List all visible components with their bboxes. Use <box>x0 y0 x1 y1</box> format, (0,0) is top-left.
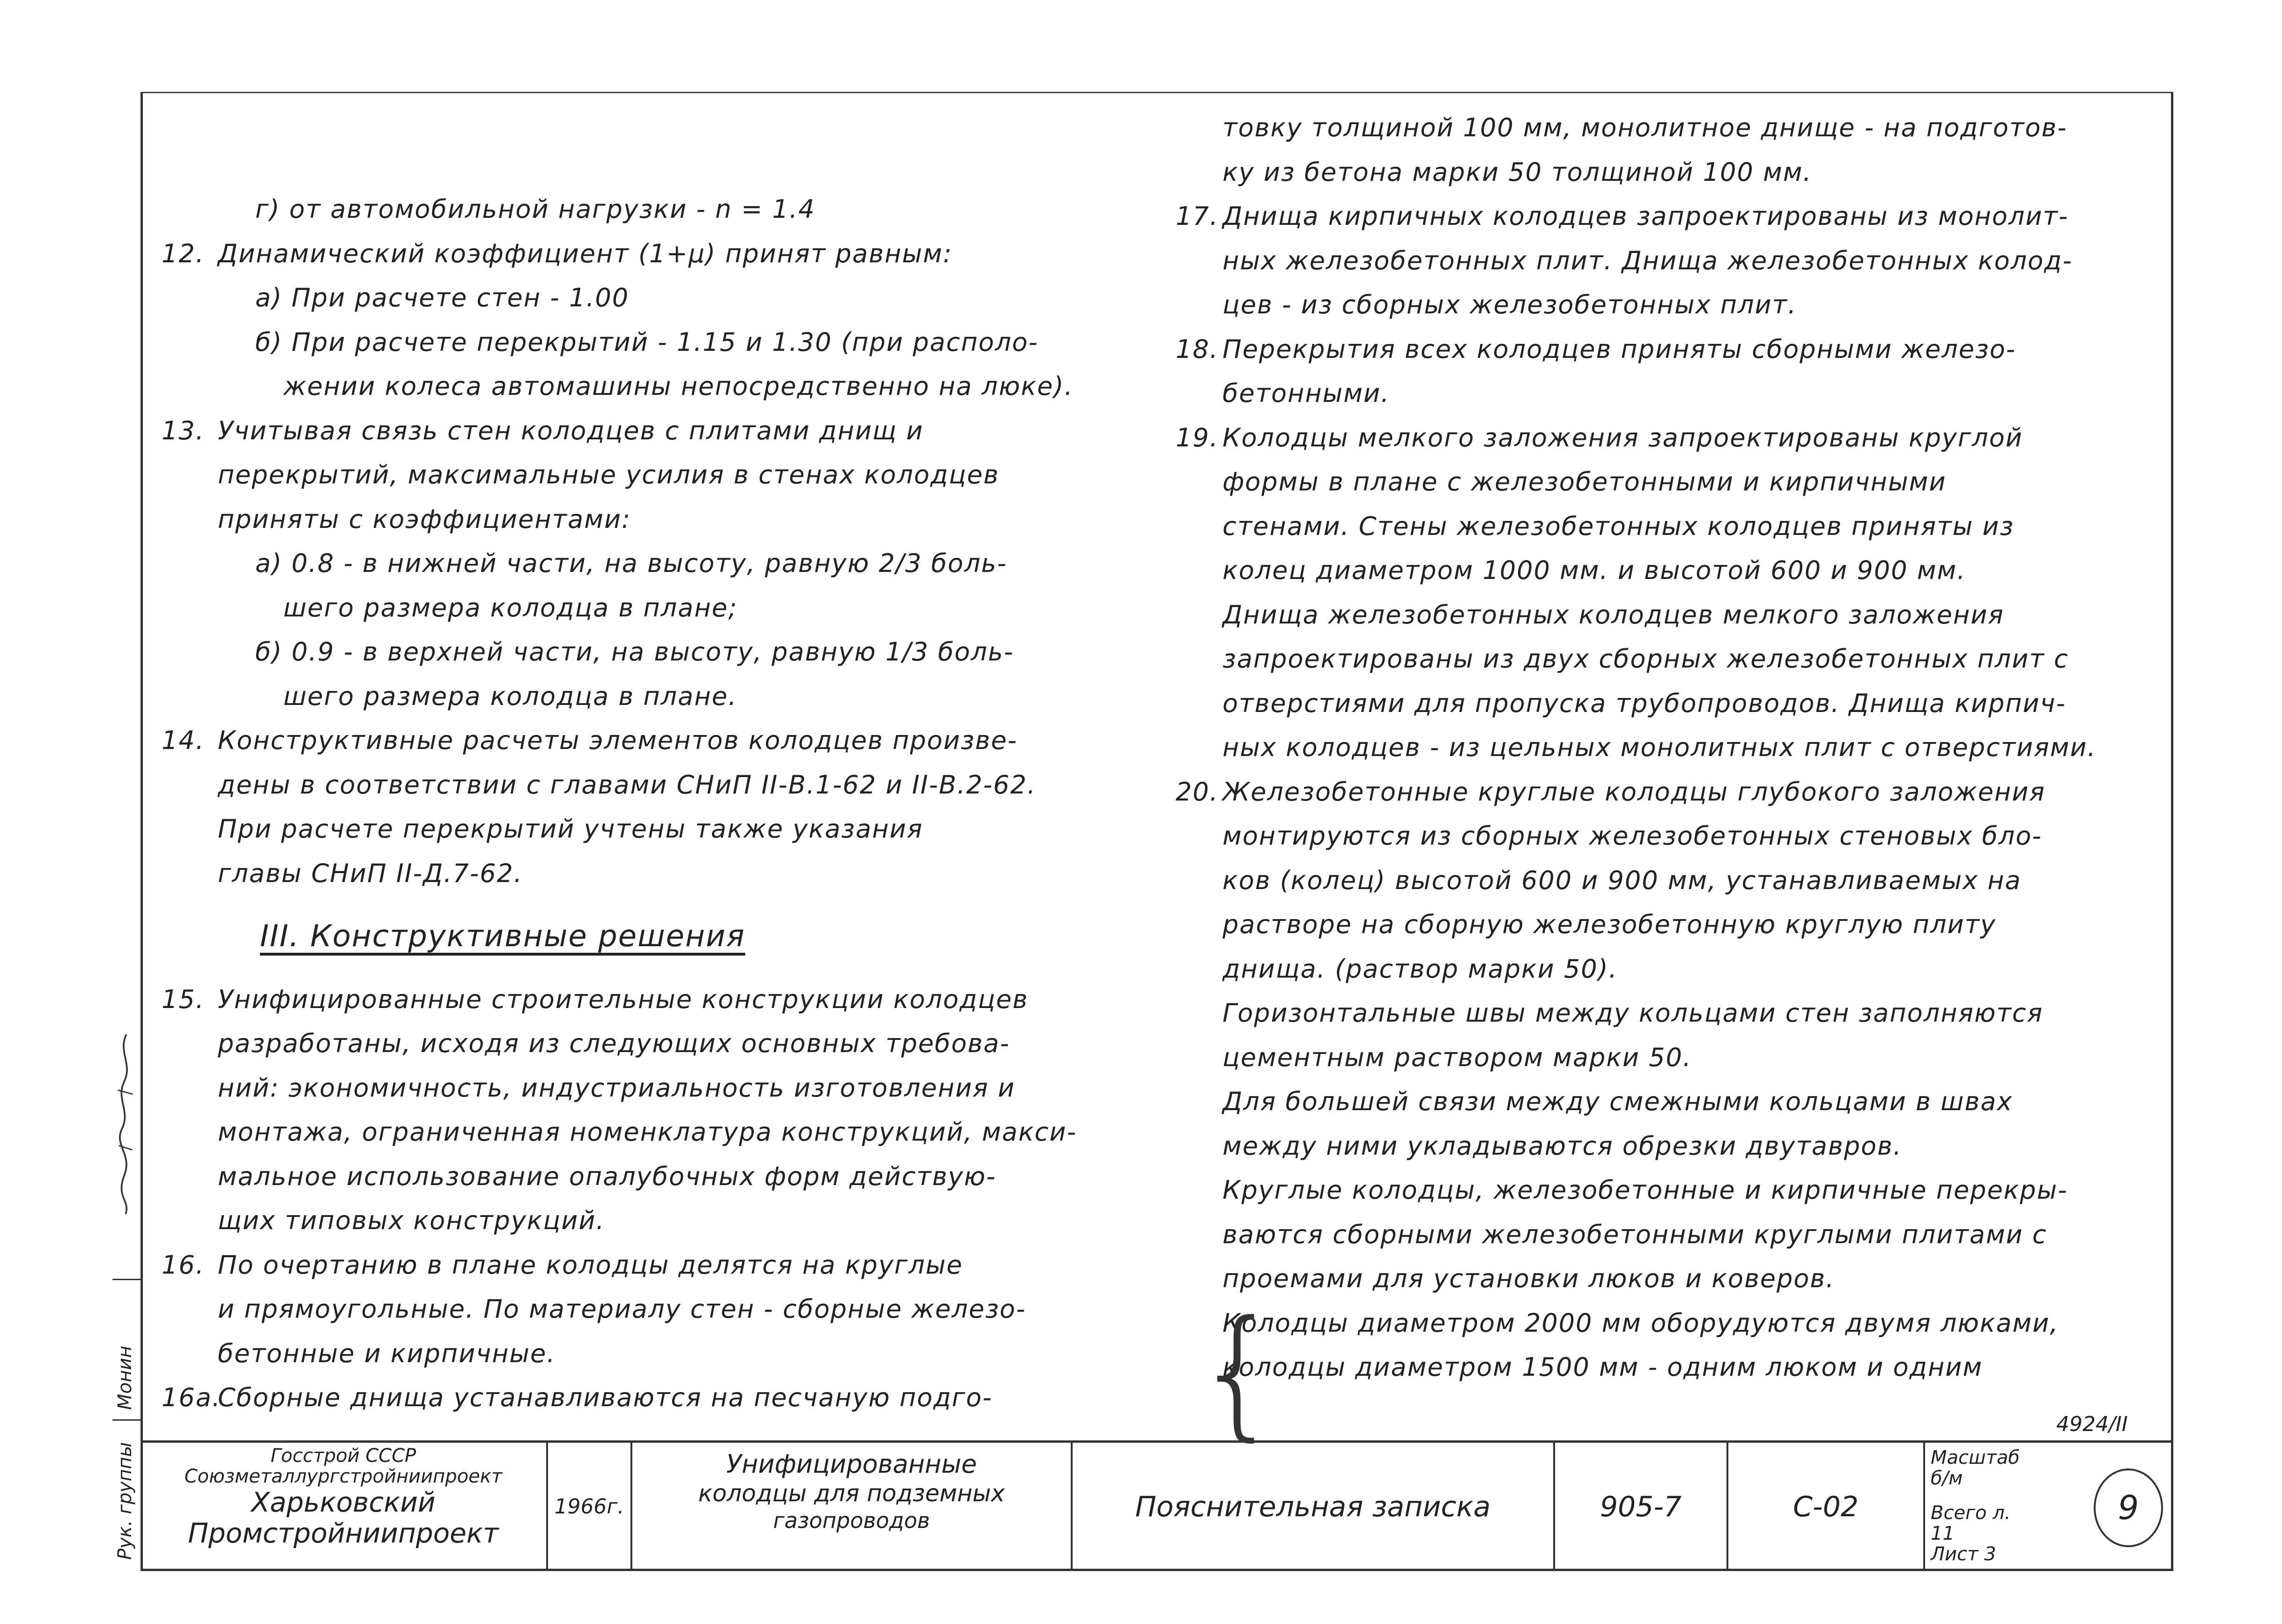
item-number: 13. <box>162 415 205 445</box>
item-18 <box>1176 327 2164 372</box>
item-19 <box>1176 416 2164 460</box>
item-number: 20. <box>1176 777 1219 807</box>
item-20-l12: проемами для установки люков и коверов. <box>1222 1264 1835 1293</box>
item-19-l5: Днища железобетонных колодцев мелкого заложения <box>1222 600 2004 630</box>
title-block <box>141 1440 2173 1571</box>
item-number: 19. <box>1176 423 1219 452</box>
item-13 <box>162 409 1169 453</box>
item-20-l6: Горизонтальные швы между кольцами стен заполняются <box>1222 998 2044 1028</box>
sheet-index: Лист 3 <box>1931 1543 1996 1565</box>
item-16a <box>162 1376 1169 1420</box>
item-text: Перекрытия всех колодцев приняты сборными железо- <box>1222 334 2016 364</box>
scale-value: б/м <box>1931 1468 1963 1489</box>
org-line-2: Союзметаллургстройниипроект <box>184 1466 503 1487</box>
sheet-number: 4924/II <box>2056 1412 2128 1436</box>
item-20-l2: монтируются из сборных железобетонных стеновых бло- <box>1222 821 2042 851</box>
item-20-l8: Для большей связи между смежными кольцами в швах <box>1222 1087 2013 1116</box>
item-19-l7: отверстиями для пропуска трубопроводов. Днища кирпич- <box>1222 688 2067 718</box>
item-number: 16а. <box>162 1383 221 1412</box>
year-cell: 1966г. <box>548 1443 632 1571</box>
approval-strip <box>112 1007 142 1569</box>
item-15 <box>162 978 1169 1022</box>
item-text: Днища кирпичных колодцев запроектированы из монолит- <box>1222 201 2069 231</box>
item-15-l6: щих типовых конструкций. <box>218 1206 605 1235</box>
title-line-1: Унифицированные <box>726 1449 977 1479</box>
item-20-l14: колодцы диаметром 1500 мм - одним люком и одним <box>1222 1352 1983 1382</box>
item-14-l2: дены в соответствии с главами СНиП II-В.1-62 и II-В.2-62. <box>218 770 1037 800</box>
org-line-4: Промстройниипроект <box>188 1517 499 1549</box>
item-13-l2: перекрытий, максимальные усилия в стенах колодцев <box>218 460 1000 489</box>
item-20-l4: растворе на сборную железобетонную круглую плиту <box>1222 910 1997 939</box>
item-16 <box>162 1243 1169 1288</box>
item-12-a: а) При расчете стен - 1.00 <box>255 283 630 312</box>
item-16-l2: и прямоугольные. По материалу стен - сборные железо- <box>218 1294 1026 1324</box>
item-20-l9: между ними укладываются обрезки двутавров. <box>1222 1131 1903 1161</box>
item-17-l3: цев - из сборных железобетонных плит. <box>1222 290 1797 319</box>
scale-label: Масштаб <box>1931 1447 2020 1468</box>
item-number: 14. <box>162 726 205 755</box>
code-cell: 905-7 <box>1555 1443 1728 1571</box>
item-text: Унифицированные строительные конструкции колодцев <box>218 984 1029 1014</box>
item-18-l2: бетонными. <box>1222 378 1390 408</box>
item-text: Колодцы мелкого заложения запроектированы круглой <box>1222 423 2023 452</box>
project-title-cell <box>632 1443 1073 1571</box>
item-15-l5: мальное использование опалубочных форм действую- <box>218 1161 996 1191</box>
item-number: 12. <box>162 238 205 268</box>
sheet-code-cell: С-02 <box>1728 1443 1925 1571</box>
item-20-l5: днища. (раствор марки 50). <box>1222 954 1618 984</box>
role-cell <box>112 1419 141 1569</box>
name-cell <box>112 1279 141 1421</box>
item-14-l3: При расчете перекрытий учтены также указания <box>218 814 923 844</box>
item-19-l8: ных колодцев - из цельных монолитных плит с отверстиями. <box>1222 733 2097 762</box>
item-text: Конструктивные расчеты элементов колодцев произве- <box>218 726 1018 755</box>
item-13-b2: шего размера колодца в плане. <box>283 681 737 711</box>
item-20-l11: ваются сборными железобетонными круглыми плитами с <box>1222 1219 2047 1249</box>
item-number: 16. <box>162 1250 205 1280</box>
item-text: Сборные днища устанавливаются на песчаную подго- <box>218 1383 993 1412</box>
item-number: 17. <box>1176 201 1219 231</box>
item-16-l3: бетонные и кирпичные. <box>218 1338 556 1368</box>
item-text: По очертанию в плане колодцы делятся на круглые <box>218 1250 963 1280</box>
item-20-l10: Круглые колодцы, железобетонные и кирпичные перекры- <box>1222 1175 2068 1205</box>
item-13-a2: шего размера колодца в плане; <box>283 593 738 623</box>
item-text: Железобетонные круглые колодцы глубокого заложения <box>1222 777 2045 807</box>
item-14 <box>162 719 1169 763</box>
item-13-b1: б) 0.9 - в верхней части, на высоту, равную 1/3 боль- <box>255 637 1014 667</box>
title-line-2: колодцы для подземных <box>698 1480 1005 1507</box>
item-20-l13: Колодцы диаметром 2000 мм оборудуются двумя люками, <box>1222 1308 2059 1338</box>
item-15-l2: разработаны, исходя из следующих основных требова- <box>218 1029 1010 1058</box>
right-column <box>1176 106 2164 1390</box>
item-12 <box>162 232 1169 276</box>
brace-mark: { <box>1193 1290 1283 1454</box>
item-number: 15. <box>162 984 205 1014</box>
item-19-l3: стенами. Стены железобетонных колодцев приняты из <box>1222 511 2015 541</box>
item-14-l4: главы СНиП II-Д.7-62. <box>218 858 523 888</box>
name-label: Монин <box>114 1345 136 1410</box>
item-13-a1: а) 0.8 - в нижней части, на высоту, равную 2/3 боль- <box>255 549 1008 578</box>
signature-icon <box>112 1026 138 1223</box>
item-g: г) от автомобильной нагрузки - n = 1.4 <box>255 194 815 224</box>
item-13-l3: приняты с коэффициентами: <box>218 504 631 534</box>
document-name-cell: Пояснительная записка <box>1073 1443 1555 1571</box>
org-line-3: Харьковский <box>251 1486 436 1518</box>
page-number-circle: 9 <box>2094 1468 2163 1547</box>
section-title: III. Конструктивные решения <box>260 919 745 954</box>
item-17 <box>1176 194 2164 239</box>
cont-line-2: ку из бетона марки 50 толщиной 100 мм. <box>1222 157 1812 187</box>
total-sheets: Всего л. 11 <box>1931 1502 2011 1544</box>
item-15-l3: ний: экономичность, индустриальность изготовления и <box>218 1073 1015 1103</box>
item-text: Динамический коэффициент (1+μ) принят равным: <box>218 238 953 268</box>
item-20 <box>1176 770 2164 815</box>
left-column <box>162 187 1169 1420</box>
item-12-b2: жении колеса автомашины непосредственно на люке). <box>283 371 1074 401</box>
organization-cell <box>141 1443 548 1571</box>
item-20-l7: цементным раствором марки 50. <box>1222 1042 1692 1072</box>
item-20-l3: ков (колец) высотой 600 и 900 мм, устанавливаемых на <box>1222 865 2022 895</box>
scale-cell <box>1925 1443 2038 1571</box>
item-19-l6: запроектированы из двух сборных железобетонных плит с <box>1222 644 2069 674</box>
item-number: 18. <box>1176 334 1219 364</box>
signature-cell <box>112 1007 141 1280</box>
item-15-l4: монтажа, ограниченная номенклатура конструкций, макси- <box>218 1117 1077 1147</box>
item-12-b1: б) При расчете перекрытий - 1.15 и 1.30 (при располо- <box>255 327 1039 357</box>
role-label: Рук. группы <box>114 1442 136 1560</box>
item-text: Учитывая связь стен колодцев с плитами днищ и <box>218 415 924 445</box>
title-line-3: газопроводов <box>773 1508 930 1533</box>
cont-line-1: товку толщиной 100 мм, монолитное днище - на подготов- <box>1222 113 2067 142</box>
item-17-l2: ных железобетонных плит. Днища железобетонных колод- <box>1222 245 2073 275</box>
item-19-l4: колец диаметром 1000 мм. и высотой 600 и 900 мм. <box>1222 556 1966 585</box>
item-19-l2: формы в плане с железобетонными и кирпичными <box>1222 467 1947 497</box>
org-line-1: Госстрой СССР <box>270 1445 416 1467</box>
